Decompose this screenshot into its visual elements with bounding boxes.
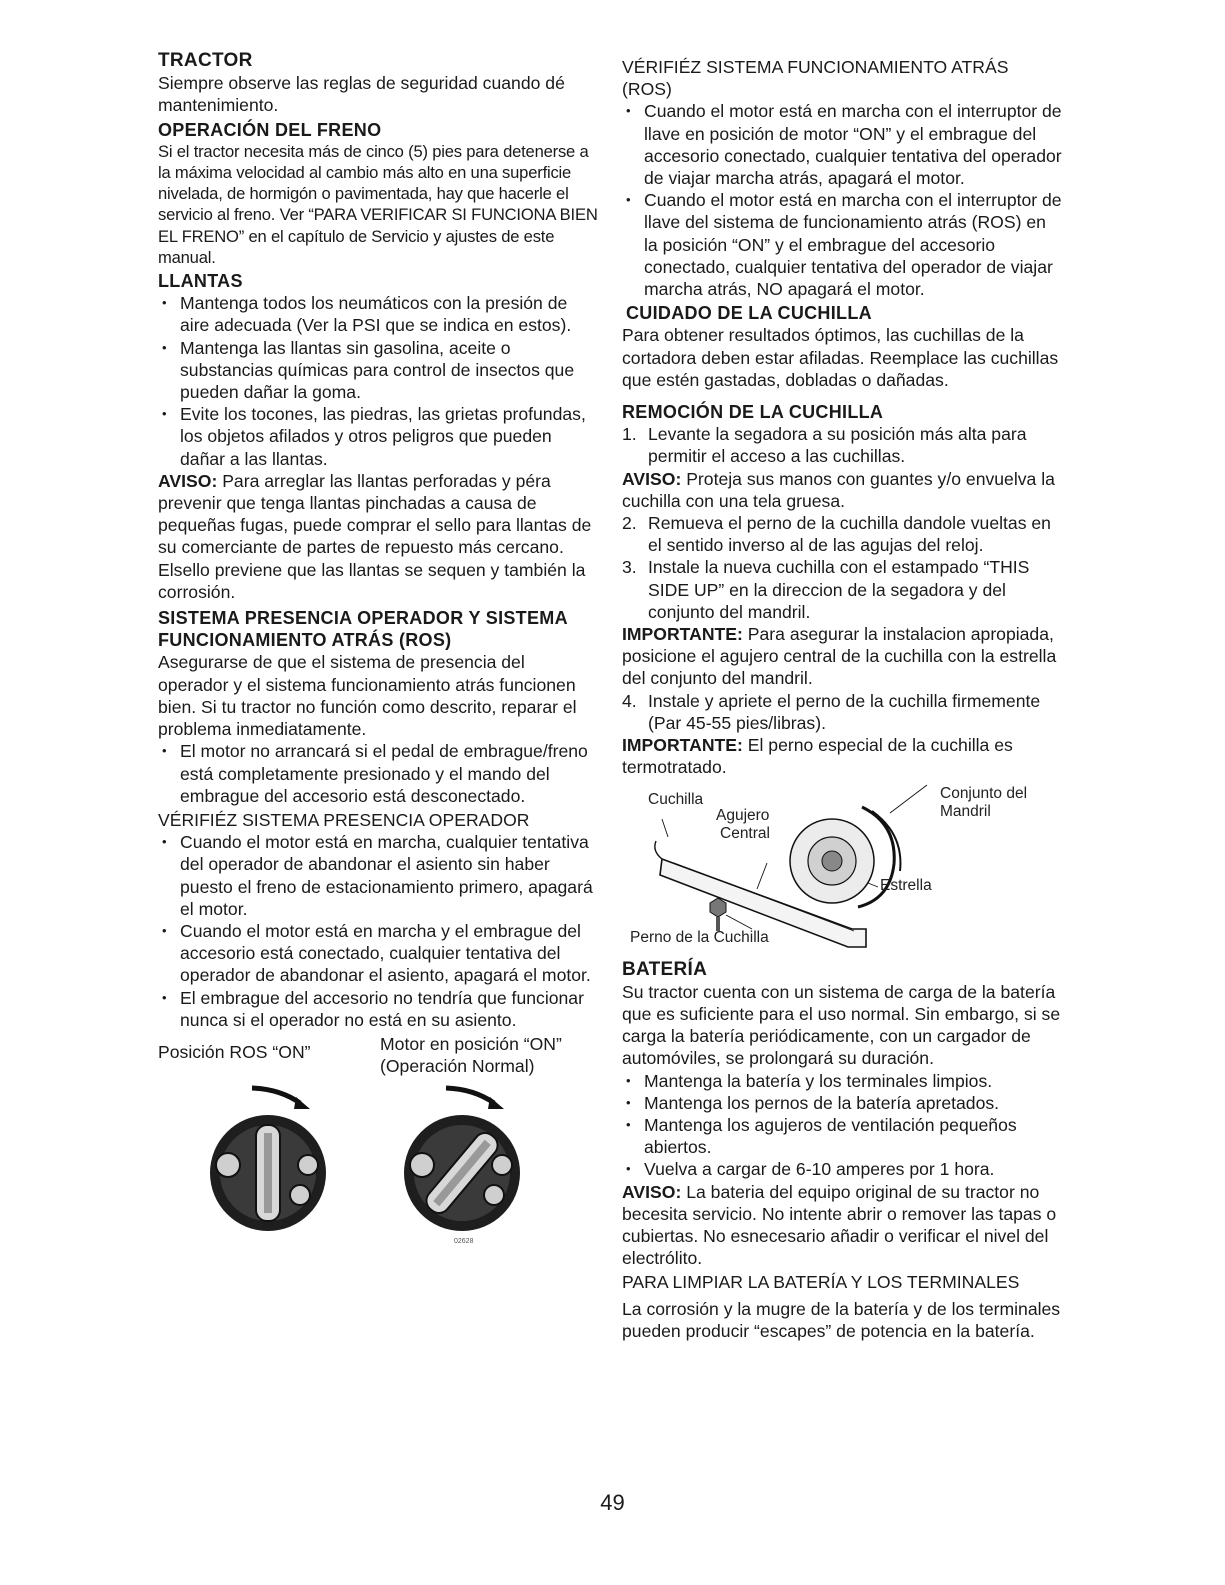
list-item: • Cuando el motor está en marcha, cualquier tentativa del operador de abandonar el asiento sin haber puesto el freno de estacionamiento primero, apagará el motor. xyxy=(158,831,598,920)
notice-text: La bateria del equipo original de su tractor no becesita servicio. No intente abrir o remover las tapas o cubiertas. No esnecesario añadir o verificar el nivel del electrólito. xyxy=(622,1181,1057,1269)
important-text: El perno especial de la cuchilla es termotratado. xyxy=(622,735,1013,778)
notice-label: AVISO: xyxy=(158,470,218,491)
battery-paragraph: Su tractor cuenta con un sistema de carga de la batería que es suficiente para el uso normal. Sin embargo, si se carga la batería periódicamente, con un cargador de automóviles, se prolongará su duración. xyxy=(622,981,1061,1069)
notice-label: AVISO: xyxy=(622,468,682,489)
left-column xyxy=(158,48,598,1243)
list-item: • Mantenga la batería y los terminales limpios. xyxy=(622,1070,1062,1092)
blade-removal-steps xyxy=(622,423,1062,467)
dial-right-caption: Motor en posición “ON” xyxy=(380,1033,562,1054)
motor-on-dial-icon xyxy=(382,1073,542,1233)
system-paragraph: Asegurarse de que el sistema de presencia del operador y el sistema funcionamiento atrás funcionen bien. Si tu tractor no función como descrito, reparar el problema inmediatamente. xyxy=(158,652,577,740)
battery-notice xyxy=(622,1181,1062,1270)
notice-text: Para arreglar las llantas perforadas y péra prevenir que tenga llantas pinchadas a causa de pequeñas fugas, puede comprar el sello para llantas de su comerciante de partes de repuesto más cercano. Elsello previene que las llantas se sequen y también la corrosión. xyxy=(158,470,592,602)
important-label: IMPORTANTE: xyxy=(622,735,743,756)
list-item: • Evite los tocones, las piedras, las grietas profundas, los objetos afilados y otros peligros que pueden dañar a las llantas. xyxy=(158,403,598,470)
list-item xyxy=(622,690,1062,734)
page-number: 49 xyxy=(600,1490,625,1515)
blade-care-heading: CUIDADO DE LA CUCHILLA xyxy=(626,303,872,324)
brake-paragraph: Si el tractor necesita más de cinco (5) pies para detenerse a la máxima velocidad al cambio más alto en una superficie nivelada, de hormigón o pavimentada, hay que hacerle el servicio al freno. Ver “PARA VERIFICAR SI FUNCIONA BIEN EL FRENO” en el capítulo de Servicio y ajustes de este manual. xyxy=(158,141,598,267)
notice-text: Proteja sus manos con guantes y/o envuelva la cuchilla con una tela gruesa. xyxy=(622,468,1055,511)
tires-notice xyxy=(158,470,598,603)
blade-care-paragraph: Para obtener resultados óptimos, las cuchillas de la cortadora deben estar afiladas. Reemplace las cuchillas que estén gastadas, dobladas o dañadas. xyxy=(622,325,1059,390)
list-item: • El embrague del accesorio no tendría que funcionar nunca si el operador no está en su asiento. xyxy=(158,987,598,1031)
list-item xyxy=(622,512,1062,556)
list-item: • Mantenga las llantas sin gasolina, aceite o substancias químicas para control de insectos que pueden dañar la goma. xyxy=(158,337,598,404)
figure-label-blade: Cuchilla xyxy=(648,790,704,808)
ignition-dials-figure xyxy=(158,1033,598,1243)
battery-list xyxy=(622,1070,1062,1181)
battery-heading: BATERÍA xyxy=(622,958,708,980)
system-list xyxy=(158,740,598,807)
tractor-heading: TRACTOR xyxy=(158,50,253,71)
dial-left-caption: Posición ROS “ON” xyxy=(158,1041,311,1062)
step-number: 1. xyxy=(622,424,637,445)
figure-label-spindle: Conjunto del xyxy=(940,784,1028,802)
verify-operator-list xyxy=(158,831,598,1031)
list-item: • Cuando el motor está en marcha con el interruptor de llave del sistema de funcionamiento atrás (ROS) en la posición “ON” y el embrague del accesorio conectado, cualquier tentativa del operador de viajar marcha atrás, NO apagará el motor. xyxy=(622,189,1062,300)
notice-label: AVISO: xyxy=(622,1181,682,1202)
figure-label-hole: Agujero xyxy=(716,806,770,824)
list-item xyxy=(622,423,1062,467)
tires-list xyxy=(158,292,598,470)
step-number: 2. xyxy=(622,513,637,534)
dial-right-caption-2: (Operación Normal) xyxy=(380,1055,535,1076)
figure-label-spindle-2: Mandril xyxy=(940,802,991,820)
figure-code: 02628 xyxy=(454,1237,474,1245)
list-item: • Cuando el motor está en marcha con el interruptor de llave en posición de motor “ON” y el embrague del accesorio conectado, cualquier tentativa del operador de viajar marcha atrás, apagará el motor. xyxy=(622,100,1062,189)
verify-ros-list xyxy=(622,100,1062,300)
step-text: Instale y apriete el perno de la cuchilla firmemente (Par 45-55 pies/libras). xyxy=(648,690,1041,733)
list-item: • Vuelva a cargar de 6-10 amperes por 1 hora. xyxy=(622,1158,1062,1180)
list-item: • Mantenga todos los neumáticos con la presión de aire adecuada (Ver la PSI que se indica en estos). xyxy=(158,292,598,336)
step-number: 4. xyxy=(622,690,637,711)
blade-removal-heading: REMOCIÓN DE LA CUCHILLA xyxy=(622,402,884,423)
list-item: • Mantenga los agujeros de ventilación pequeños abiertos. xyxy=(622,1114,1062,1158)
battery-clean-heading: PARA LIMPIAR LA BATERÍA Y LOS TERMINALES xyxy=(622,1272,1020,1293)
figure-label-central: Central xyxy=(720,824,770,842)
important-note-1 xyxy=(622,623,1062,690)
battery-clean-paragraph: La corrosión y la mugre de la batería y de los terminales pueden producir “escapes” de potencia en la batería. xyxy=(622,1298,1061,1341)
brake-heading: OPERACIÓN DEL FRENO xyxy=(158,119,382,140)
important-text: Para asegurar la instalacion apropiada, posicione el agujero central de la cuchilla con la estrella del conjunto del mandril. xyxy=(622,624,1057,689)
tractor-paragraph: Siempre observe las reglas de seguridad cuando dé mantenimiento. xyxy=(158,73,565,116)
ros-on-dial-icon xyxy=(188,1073,348,1233)
tires-heading: LLANTAS xyxy=(158,271,243,292)
list-item xyxy=(622,556,1062,623)
step-text: Remueva el perno de la cuchilla dandole vueltas en el sentido inverso al de las agujas del reloj. xyxy=(648,513,1051,556)
verify-ros-heading: VÉRIFIÉZ SISTEMA FUNCIONAMIENTO ATRÁS (ROS) xyxy=(622,57,1009,100)
blade-notice xyxy=(622,468,1062,512)
step-number: 3. xyxy=(622,557,637,578)
step-text: Levante la segadora a su posición más alta para permitir el acceso a las cuchillas. xyxy=(648,424,1027,467)
figure-label-star: Estrella xyxy=(880,876,932,894)
important-note-2 xyxy=(622,734,1062,778)
step-text: Instale la nueva cuchilla con el estampado “THIS SIDE UP” en la direccion de la segadora y del conjunto del mandril. xyxy=(648,557,1030,622)
blade-removal-steps-3 xyxy=(622,690,1062,734)
important-label: IMPORTANTE: xyxy=(622,624,743,645)
list-item: • Cuando el motor está en marcha y el embrague del accesorio está conectado, cualquier tentativa del operador de abandonar el asiento, apagará el motor. xyxy=(158,920,598,987)
blade-removal-steps-2 xyxy=(622,512,1062,623)
right-column xyxy=(622,48,1062,1342)
blade-figure xyxy=(622,779,1062,957)
list-item: • El motor no arrancará si el pedal de embrague/freno está completamente presionado y el mando del embrague del accesorio está desconectado. xyxy=(158,740,598,807)
list-item: • Mantenga los pernos de la batería apretados. xyxy=(622,1092,1062,1114)
figure-label-bolt: Perno de la Cuchilla xyxy=(630,928,769,946)
system-heading: SISTEMA PRESENCIA OPERADOR Y SISTEMA FUNCIONAMIENTO ATRÁS (ROS) xyxy=(158,608,568,651)
verify-operator-heading: VÉRIFIÉZ SISTEMA PRESENCIA OPERADOR xyxy=(158,809,530,830)
